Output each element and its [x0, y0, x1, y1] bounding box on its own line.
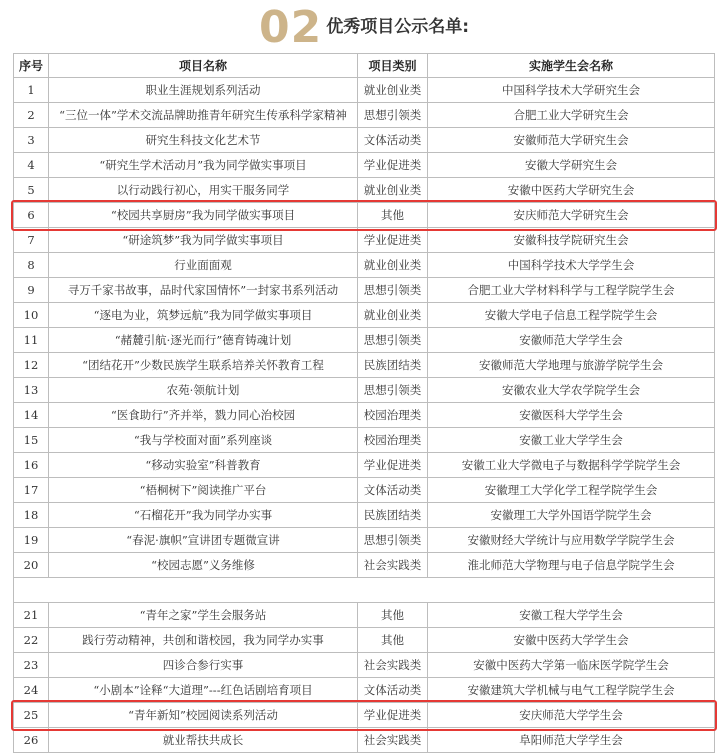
cell-project-name: 就业帮扶共成长: [49, 728, 358, 753]
cell-project-name: 行业面面观: [49, 253, 358, 278]
cell-index: 14: [14, 403, 49, 428]
table-row: [14, 203, 715, 228]
cell-union-name: 阜阳师范大学学生会: [428, 728, 715, 753]
cell-index: 23: [14, 653, 49, 678]
cell-category: 思想引领类: [358, 528, 428, 553]
cell-index: 24: [14, 678, 49, 703]
table-header-row: [14, 54, 715, 78]
table-row: [14, 78, 715, 103]
cell-category: 就业创业类: [358, 78, 428, 103]
cell-index: 8: [14, 253, 49, 278]
cell-project-name: “赭麓引航·逐光而行”德育铸魂计划: [49, 328, 358, 353]
table-row: [14, 603, 715, 628]
cell-index: 12: [14, 353, 49, 378]
table-row: [14, 428, 715, 453]
page-break-cell: [14, 578, 715, 603]
cell-project-name: “小剧本”诠释“大道理”---红色话剧培育项目: [49, 678, 358, 703]
table-row: [14, 103, 715, 128]
cell-category: 学业促进类: [358, 153, 428, 178]
section-number: 02: [258, 2, 323, 53]
cell-index: 22: [14, 628, 49, 653]
cell-project-name: “石榴花开”我为同学办实事: [49, 503, 358, 528]
cell-project-name: “青年之家”学生会服务站: [49, 603, 358, 628]
cell-index: 9: [14, 278, 49, 303]
cell-union-name: 安徽中医药大学学生会: [428, 628, 715, 653]
cell-category: 文体活动类: [358, 478, 428, 503]
cell-index: 6: [14, 203, 49, 228]
cell-union-name: 安徽财经大学统计与应用数学学院学生会: [428, 528, 715, 553]
cell-union-name: 安徽医科大学学生会: [428, 403, 715, 428]
table-row: [14, 728, 715, 753]
table-row: [14, 228, 715, 253]
cell-project-name: 研究生科技文化艺术节: [49, 128, 358, 153]
cell-category: 其他: [358, 603, 428, 628]
cell-union-name: 安徽建筑大学机械与电气工程学院学生会: [428, 678, 715, 703]
cell-index: 18: [14, 503, 49, 528]
cell-union-name: 安徽科技学院研究生会: [428, 228, 715, 253]
cell-project-name: “研途筑梦”我为同学做实事项目: [49, 228, 358, 253]
cell-category: 学业促进类: [358, 703, 428, 728]
table-row: [14, 678, 715, 703]
cell-index: 5: [14, 178, 49, 203]
cell-category: 民族团结类: [358, 503, 428, 528]
cell-index: 13: [14, 378, 49, 403]
cell-index: 20: [14, 553, 49, 578]
cell-union-name: 安徽师范大学地理与旅游学院学生会: [428, 353, 715, 378]
cell-project-name: 职业生涯规划系列活动: [49, 78, 358, 103]
cell-union-name: 安徽中医药大学研究生会: [428, 178, 715, 203]
cell-index: 7: [14, 228, 49, 253]
cell-union-name: 合肥工业大学研究生会: [428, 103, 715, 128]
table-row: [14, 478, 715, 503]
column-header-project-name: 项目名称: [49, 54, 358, 78]
cell-category: 社会实践类: [358, 728, 428, 753]
cell-project-name: “春泥·旗帜”宣讲团专题微宣讲: [49, 528, 358, 553]
cell-index: 17: [14, 478, 49, 503]
cell-category: 文体活动类: [358, 128, 428, 153]
cell-category: 其他: [358, 628, 428, 653]
cell-union-name: 安徽中医药大学第一临床医学院学生会: [428, 653, 715, 678]
cell-index: 1: [14, 78, 49, 103]
cell-union-name: 中国科学技术大学学生会: [428, 253, 715, 278]
table-row: [14, 628, 715, 653]
cell-project-name: “移动实验室”科普教育: [49, 453, 358, 478]
table-row: [14, 403, 715, 428]
cell-union-name: 安徽农业大学农学院学生会: [428, 378, 715, 403]
cell-union-name: 安徽大学电子信息工程学院学生会: [428, 303, 715, 328]
cell-union-name: 安徽工程大学学生会: [428, 603, 715, 628]
cell-project-name: 农苑·领航计划: [49, 378, 358, 403]
cell-category: 文体活动类: [358, 678, 428, 703]
cell-index: 19: [14, 528, 49, 553]
cell-category: 其他: [358, 203, 428, 228]
cell-category: 学业促进类: [358, 453, 428, 478]
cell-union-name: 中国科学技术大学研究生会: [428, 78, 715, 103]
cell-category: 学业促进类: [358, 228, 428, 253]
table-row: [14, 553, 715, 578]
cell-union-name: 安徽师范大学学生会: [428, 328, 715, 353]
cell-project-name: 四诊合参行实事: [49, 653, 358, 678]
cell-union-name: 安徽师范大学研究生会: [428, 128, 715, 153]
cell-union-name: 安徽大学研究生会: [428, 153, 715, 178]
cell-category: 就业创业类: [358, 253, 428, 278]
cell-project-name: “团结花开”少数民族学生联系培养关怀教育工程: [49, 353, 358, 378]
table-row: [14, 253, 715, 278]
cell-index: 4: [14, 153, 49, 178]
cell-project-name: “我与学校面对面”系列座谈: [49, 428, 358, 453]
table-row: [14, 378, 715, 403]
cell-project-name: “青年新知”校园阅读系列活动: [49, 703, 358, 728]
table-row: [14, 153, 715, 178]
cell-project-name: 以行动践行初心，用实干服务同学: [49, 178, 358, 203]
cell-union-name: 安徽理工大学化学工程学院学生会: [428, 478, 715, 503]
table-page-break: [14, 578, 715, 603]
cell-category: 思想引领类: [358, 328, 428, 353]
page-heading: [0, 0, 728, 53]
cell-project-name: “三位一体”学术交流品牌助推青年研究生传承科学家精神: [49, 103, 358, 128]
cell-index: 3: [14, 128, 49, 153]
cell-category: 校园治理类: [358, 403, 428, 428]
cell-union-name: 安庆师范大学学生会: [428, 703, 715, 728]
column-header-index: 序号: [14, 54, 49, 78]
cell-index: 11: [14, 328, 49, 353]
cell-index: 26: [14, 728, 49, 753]
cell-union-name: 安庆师范大学研究生会: [428, 203, 715, 228]
cell-union-name: 安徽理工大学外国语学院学生会: [428, 503, 715, 528]
cell-project-name: 践行劳动精神，共创和谐校园，我为同学办实事: [49, 628, 358, 653]
table-row: [14, 303, 715, 328]
cell-category: 思想引领类: [358, 278, 428, 303]
table-row: [14, 328, 715, 353]
cell-index: 10: [14, 303, 49, 328]
table-row: [14, 503, 715, 528]
cell-category: 就业创业类: [358, 178, 428, 203]
table-row: [14, 703, 715, 728]
cell-category: 社会实践类: [358, 653, 428, 678]
cell-union-name: 淮北师范大学物理与电子信息学院学生会: [428, 553, 715, 578]
cell-index: 25: [14, 703, 49, 728]
cell-index: 21: [14, 603, 49, 628]
cell-category: 校园治理类: [358, 428, 428, 453]
table-row: [14, 278, 715, 303]
cell-category: 思想引领类: [358, 103, 428, 128]
table-row: [14, 528, 715, 553]
cell-project-name: “校园志愿”义务维修: [49, 553, 358, 578]
table-row: [14, 453, 715, 478]
cell-union-name: 安徽工业大学微电子与数据科学学院学生会: [428, 453, 715, 478]
cell-project-name: “校园共享厨房”我为同学做实事项目: [49, 203, 358, 228]
cell-project-name: “医食助行”齐并举，戮力同心治校园: [49, 403, 358, 428]
section-title: 优秀项目公示名单:: [326, 17, 470, 37]
cell-project-name: 寻万千家书故事，品时代家国情怀”一封家书系列活动: [49, 278, 358, 303]
project-table: [13, 53, 715, 753]
cell-category: 思想引领类: [358, 378, 428, 403]
cell-project-name: “逐电为业，筑梦远航”我为同学做实事项目: [49, 303, 358, 328]
column-header-category: 项目类别: [358, 54, 428, 78]
cell-index: 16: [14, 453, 49, 478]
table-row: [14, 178, 715, 203]
cell-category: 民族团结类: [358, 353, 428, 378]
cell-project-name: “研究生学术活动月”我为同学做实事项目: [49, 153, 358, 178]
cell-union-name: 安徽工业大学学生会: [428, 428, 715, 453]
column-header-union-name: 实施学生会名称: [428, 54, 715, 78]
cell-category: 社会实践类: [358, 553, 428, 578]
table-row: [14, 128, 715, 153]
cell-union-name: 合肥工业大学材料科学与工程学院学生会: [428, 278, 715, 303]
cell-category: 就业创业类: [358, 303, 428, 328]
cell-index: 15: [14, 428, 49, 453]
table-row: [14, 653, 715, 678]
cell-project-name: “梧桐树下”阅读推广平台: [49, 478, 358, 503]
cell-index: 2: [14, 103, 49, 128]
table-row: [14, 353, 715, 378]
